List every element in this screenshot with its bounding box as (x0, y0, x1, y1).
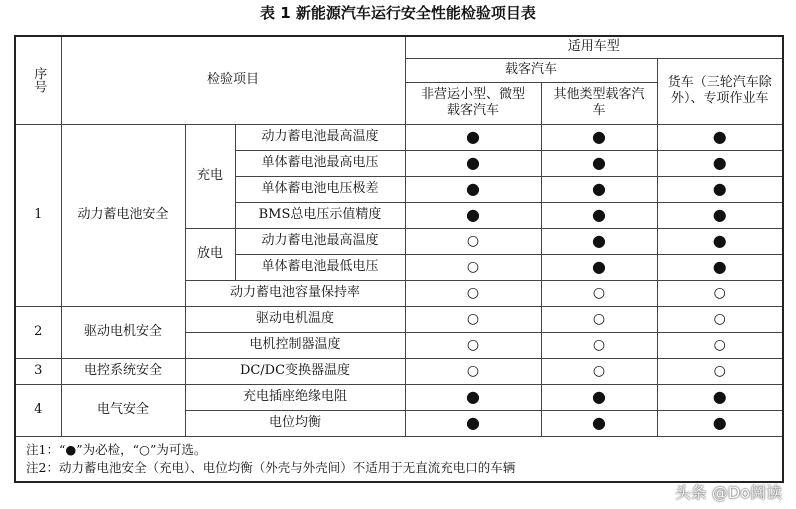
mark-cell: ● (657, 202, 783, 228)
mark-cell: ○ (657, 332, 783, 358)
group-num: 4 (15, 384, 61, 436)
header-applicable: 适用车型 (405, 36, 783, 58)
group-name: 动力蓄电池安全 (61, 124, 185, 306)
mark-cell: ● (657, 384, 783, 410)
subgroup-charge: 充电 (185, 124, 235, 228)
mark-cell: ○ (405, 228, 541, 254)
mark-cell: ● (541, 228, 657, 254)
mark-cell: ● (405, 124, 541, 150)
subgroup-discharge: 放电 (185, 228, 235, 280)
mark-cell: ● (657, 124, 783, 150)
group-name: 驱动电机安全 (61, 306, 185, 358)
watermark: 头条 @Do阅读 (674, 483, 782, 502)
header-passenger: 载客汽车 (405, 58, 657, 82)
mark-cell: ● (541, 410, 657, 436)
header-item: 检验项目 (61, 36, 405, 124)
mark-cell: ○ (657, 358, 783, 384)
mark-cell: ● (405, 176, 541, 202)
mark-cell: ○ (405, 358, 541, 384)
table-row-item: 动力蓄电池最高温度 (235, 228, 405, 254)
mark-cell: ● (657, 150, 783, 176)
group-num: 1 (15, 124, 61, 306)
mark-cell: ○ (405, 280, 541, 306)
mark-cell: ● (657, 228, 783, 254)
table-row-item: DC/DC变换器温度 (185, 358, 405, 384)
table-row-item: 电机控制器温度 (185, 332, 405, 358)
mark-cell: ● (405, 410, 541, 436)
table-row-item: 电位均衡 (185, 410, 405, 436)
table-row-item: 单体蓄电池最高电压 (235, 150, 405, 176)
table-title: 表 1 新能源汽车运行安全性能检验项目表 (260, 4, 536, 22)
mark-cell: ○ (541, 358, 657, 384)
table-row-item: 动力蓄电池容量保持率 (185, 280, 405, 306)
header-col3: 货车（三轮汽车除外）、专项作业车 (657, 58, 783, 124)
mark-cell: ○ (541, 306, 657, 332)
notes-cell (15, 436, 783, 482)
group-name: 电气安全 (61, 384, 185, 436)
mark-cell: ● (541, 176, 657, 202)
table-row-item: 充电插座绝缘电阻 (185, 384, 405, 410)
table-row-item: 单体蓄电池电压极差 (235, 176, 405, 202)
mark-cell: ● (541, 202, 657, 228)
mark-cell: ● (405, 384, 541, 410)
table-row-item: 驱动电机温度 (185, 306, 405, 332)
mark-cell: ● (541, 254, 657, 280)
group-num: 3 (15, 358, 61, 384)
table-row-item: 动力蓄电池最高温度 (235, 124, 405, 150)
mark-cell: ● (541, 384, 657, 410)
header-seq: 序号 (15, 36, 61, 124)
mark-cell: ○ (405, 254, 541, 280)
inspection-table (14, 35, 784, 483)
mark-cell: ○ (405, 306, 541, 332)
header-col2: 其他类型载客汽车 (541, 82, 657, 124)
note-1: 注1：“●”为必检，“○”为可选。 (26, 441, 207, 457)
mark-cell: ● (405, 202, 541, 228)
mark-cell: ○ (541, 280, 657, 306)
group-num: 2 (15, 306, 61, 358)
mark-cell: ○ (405, 332, 541, 358)
mark-cell: ● (541, 150, 657, 176)
note-2: 注2：动力蓄电池安全（充电）、电位均衡（外壳与外壳间）不适用于无直流充电口的车辆 (26, 459, 516, 475)
table-row-item: BMS总电压示值精度 (235, 202, 405, 228)
mark-cell: ● (405, 150, 541, 176)
table-row-item: 单体蓄电池最低电压 (235, 254, 405, 280)
mark-cell: ○ (657, 280, 783, 306)
header-col1: 非营运小型、微型载客汽车 (405, 82, 541, 124)
mark-cell: ● (657, 254, 783, 280)
mark-cell: ● (657, 410, 783, 436)
mark-cell: ● (541, 124, 657, 150)
mark-cell: ● (657, 176, 783, 202)
group-name: 电控系统安全 (61, 358, 185, 384)
mark-cell: ○ (657, 306, 783, 332)
mark-cell: ○ (541, 332, 657, 358)
